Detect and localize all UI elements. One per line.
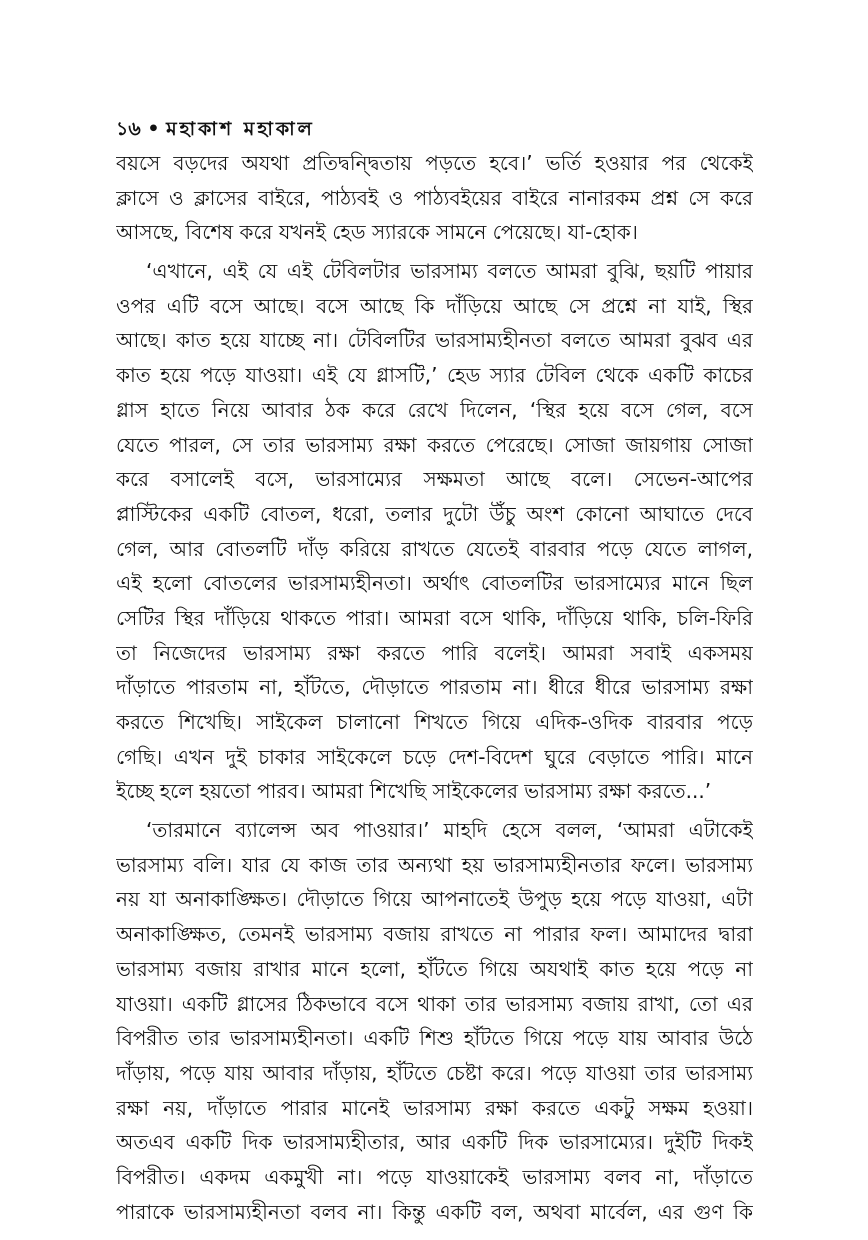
text-line: আছে। কাত হয়ে যাচ্ছে না। টেবিলটির ভারসাম্যহীনতা বলতে আমরা বুঝব এর (116, 328, 753, 353)
text-line: করতে শিখেছি। সাইকেল চালানো শিখতে গিয়ে এদিক-ওদিক বারবার পড়ে (116, 710, 753, 734)
text-line: বয়সে বড়দের অযথা প্রতিদ্বন্দ্বিতায় পড়তে হবে।’ ভর্তি হওয়ার পর থেকেই (116, 151, 753, 175)
body-text (116, 146, 753, 1229)
paragraph (116, 813, 753, 1229)
text-line: দাঁড়ায়, পড়ে যায় আবার দাঁড়ায়, হাঁটতে চেষ্টা করে। পড়ে যাওয়া তার ভারসাম্য (116, 1060, 753, 1085)
text-line: আসছে, বিশেষ করে যখনই হেড স্যারকে সামনে পেয়েছে। যা-হোক। (116, 220, 638, 245)
text-line: বিপরীত তার ভারসাম্যহীনতা। একটি শিশু হাঁটতে গিয়ে পড়ে যায় আবার উঠে (116, 1026, 753, 1051)
text-line: তা নিজেদের ভারসাম্য রক্ষা করতে পারি বলেই। আমরা সবাই একসময় (116, 640, 753, 665)
text-line: বিপরীত। একদম একমুখী না। পড়ে যাওয়াকেই ভারসাম্য বলব না, দাঁড়াতে (116, 1164, 753, 1189)
running-head (116, 116, 315, 142)
text-line: অতএব একটি দিক ভারসাম্যহীতার, আর একটি দিক ভারসাম্যের। দুইটি দিকই (116, 1130, 753, 1155)
text-line: গ্লাস হাতে নিয়ে আবার ঠক করে রেখে দিলেন, ‘স্থির হয়ে বসে গেল, বসে (116, 397, 753, 422)
text-line: পারাকে ভারসাম্যহীনতা বলব না। কিন্তু একটি বল, অথবা মার্বেল, এর গুণ কি (116, 1199, 753, 1224)
text-line: অনাকাঙ্ক্ষিত, তেমনই ভারসাম্য বজায় রাখতে না পারার ফল। আমাদের দ্বারা (116, 922, 753, 947)
paragraph (116, 146, 753, 250)
text-line: গেছি। এখন দুই চাকার সাইকেলে চড়ে দেশ-বিদেশ ঘুরে বেড়াতে পারি। মানে (116, 744, 753, 769)
text-line: ইচ্ছে হলে হয়তো পারব। আমরা শিখেছি সাইকেলের ভারসাম্য রক্ষা করতে...’ (116, 779, 712, 804)
text-line: যাওয়া। একটি গ্লাসের ঠিকভাবে বসে থাকা তার ভারসাম্য বজায় রাখা, তো এর (116, 991, 753, 1016)
text-line: ওপর এটি বসে আছে। বসে আছে কি দাঁড়িয়ে আছে সে প্রশ্নে না যাই, স্থির (116, 293, 753, 318)
text-line: নয় যা অনাকাঙ্ক্ষিত। দৌড়াতে গিয়ে আপনাতেই উপুড় হয়ে পড়ে যাওয়া, এটা (116, 887, 753, 912)
text-line: ক্লাসে ও ক্লাসের বাইরে, পাঠ্যবই ও পাঠ্যবইয়ের বাইরে নানারকম প্রশ্ন সে করে (116, 185, 753, 210)
text-line: কাত হয়ে পড়ে যাওয়া। এই যে গ্লাসটি,’ হেড স্যার টেবিল থেকে একটি কাচের (116, 363, 753, 388)
page-number: ১৬ (116, 118, 141, 140)
text-line: ভারসাম্য বলি। যার যে কাজ তার অন্যথা হয় ভারসাম্যহীনতার ফলে। ভারসাম্য (116, 852, 753, 877)
text-line: ‘এখানে, এই যে এই টেবিলটার ভারসাম্য বলতে আমরা বুঝি, ছয়টি পায়ার (146, 259, 753, 284)
text-line: দাঁড়াতে পারতাম না, হাঁটতে, দৌড়াতে পারতাম না। ধীরে ধীরে ভারসাম্য রক্ষা (116, 675, 753, 700)
text-line: ‘তারমানে ব্যালেন্স অব পাওয়ার।’ মাহদি হেসে বলল, ‘আমরা এটাকেই (146, 818, 753, 843)
text-line: গেল, আর বোতলটি দাঁড় করিয়ে রাখতে যেতেই বারবার পড়ে যেতে লাগল, (116, 536, 753, 561)
text-line: রক্ষা নয়, দাঁড়াতে পারার মানেই ভারসাম্য রক্ষা করতে একটু সক্ষম হওয়া। (116, 1095, 753, 1120)
text-line: এই হলো বোতলের ভারসাম্যহীনতা। অর্থাৎ বোতলটির ভারসাম্যের মানে ছিল (116, 571, 753, 596)
text-line: প্লাস্টিকের একটি বোতল, ধরো, তলার দুটো উঁচু অংশ কোনো আঘাতে দেবে (116, 501, 753, 526)
text-line: ভারসাম্য বজায় রাখার মানে হলো, হাঁটতে গিয়ে অযথাই কাত হয়ে পড়ে না (116, 956, 753, 981)
book-title: মহাকাশ মহাকাল (166, 118, 315, 140)
text-line: করে বসালেই বসে, ভারসাম্যের সক্ষমতা আছে বলে। সেভেন-আপের (116, 467, 753, 492)
header-separator: • (147, 118, 160, 140)
text-line: যেতে পারল, সে তার ভারসাম্য রক্ষা করতে পেরেছে। সোজা জায়গায় সোজা (116, 432, 753, 457)
text-line: সেটির স্থির দাঁড়িয়ে থাকতে পারা। আমরা বসে থাকি, দাঁড়িয়ে থাকি, চলি-ফিরি (116, 605, 753, 630)
paragraph (116, 254, 753, 809)
